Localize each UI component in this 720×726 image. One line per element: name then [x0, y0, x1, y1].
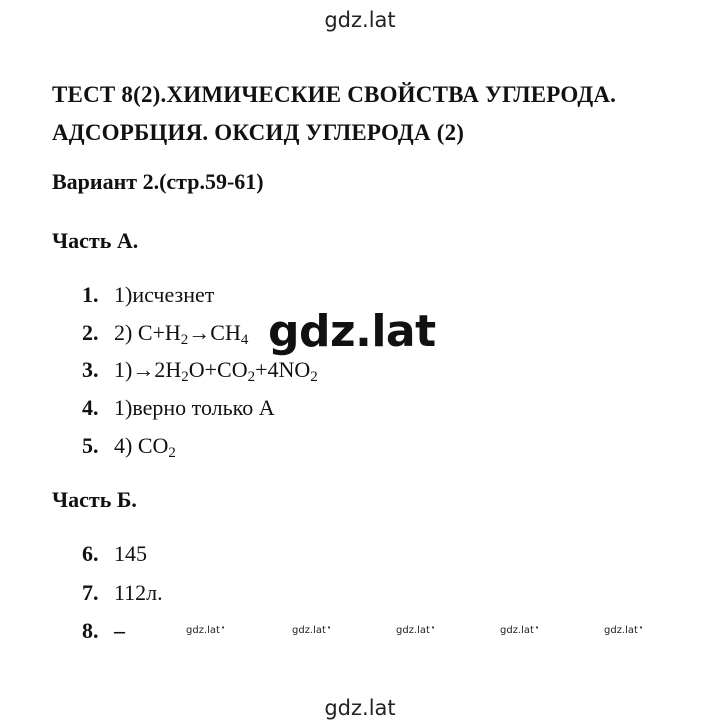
formula-subscript: 4 — [240, 332, 249, 348]
answer-number: 6. — [82, 541, 99, 566]
variant-heading: Вариант 2.(стр.59-61) — [52, 169, 264, 194]
answer-1 — [82, 282, 214, 308]
formula-part: 4) CO — [114, 433, 169, 458]
answer-number: 2. — [82, 320, 99, 345]
watermark-center: gdz.lat — [268, 306, 436, 357]
formula-part: →CH — [188, 320, 241, 345]
watermark-small: gdz.lat • — [604, 624, 643, 636]
answer-8 — [82, 618, 125, 644]
answer-text: 1)исчезнет — [114, 282, 215, 307]
answer-2 — [82, 320, 248, 346]
answer-text: 145 — [114, 541, 147, 566]
answer-3 — [82, 357, 318, 383]
answer-number: 4. — [82, 395, 99, 420]
answer-text: 1)верно только А — [114, 395, 275, 420]
formula-subscript: 2 — [310, 369, 318, 385]
answer-text: – — [114, 618, 125, 643]
answer-7 — [82, 580, 163, 606]
formula-part: O+CO — [188, 357, 248, 382]
title-line-2: АДСОРБЦИЯ. ОКСИД УГЛЕРОДА (2) — [52, 120, 465, 145]
watermark-small: gdz.lat • — [396, 624, 435, 636]
watermark-small: gdz.lat • — [500, 624, 539, 636]
page-title — [52, 76, 692, 152]
formula-subscript: 2 — [168, 445, 176, 461]
formula-part: 1)→2H — [114, 357, 182, 382]
formula-part: 2) C+H — [114, 320, 181, 345]
watermark-bottom: gdz.lat — [324, 696, 396, 720]
watermark-small: gdz.lat • — [292, 624, 331, 636]
answer-text: 112л. — [114, 580, 163, 605]
formula-subscript: 2 — [180, 332, 189, 348]
answer-number: 7. — [82, 580, 99, 605]
formula-part: +4NO — [255, 357, 311, 382]
title-line-1: ТЕСТ 8(2).ХИМИЧЕСКИЕ СВОЙСТВА УГЛЕРОДА. — [52, 82, 617, 107]
answer-number: 1. — [82, 282, 99, 307]
answer-number: 8. — [82, 618, 99, 643]
watermark-top: gdz.lat — [324, 8, 396, 32]
answer-5 — [82, 433, 176, 459]
answer-6 — [82, 541, 147, 567]
watermark-small: gdz.lat • — [186, 624, 225, 636]
formula-subscript: 2 — [181, 369, 189, 385]
part-a-heading: Часть А. — [52, 228, 139, 253]
formula-subscript: 2 — [247, 369, 256, 385]
answer-4 — [82, 395, 275, 421]
answer-number: 5. — [82, 433, 99, 458]
answer-number: 3. — [82, 357, 99, 382]
part-b-heading: Часть Б. — [52, 487, 137, 512]
